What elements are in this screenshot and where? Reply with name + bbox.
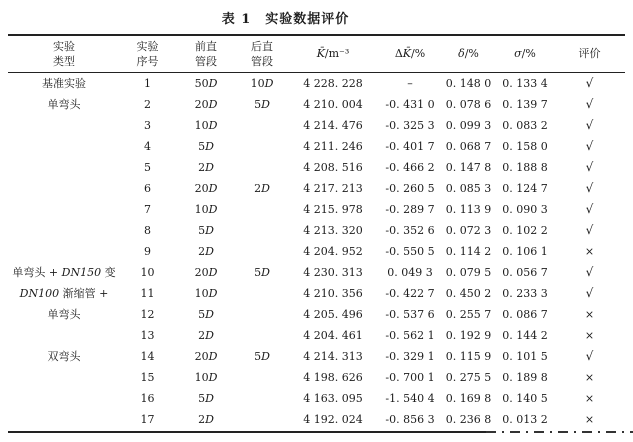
cell-delta: 0. 115 9: [445, 349, 492, 363]
cell-front: 2D: [198, 412, 214, 426]
cell-kbar: 4 163. 095: [303, 391, 363, 405]
cell-back: 5D: [254, 349, 270, 363]
cell-delta: 0. 072 3: [445, 223, 492, 237]
cell-front: 5D: [198, 223, 214, 237]
cell-no: 10: [140, 265, 155, 279]
cell-dk: -0. 537 6: [385, 307, 435, 321]
cell-front: 20D: [194, 181, 218, 195]
cell-front: 10D: [194, 286, 218, 300]
cell-kbar: 4 215. 978: [303, 202, 363, 216]
bottom-border-dashed-segment: [486, 431, 633, 433]
cell-type: DN100 渐缩管 +: [19, 287, 109, 300]
cell-dk: -0. 352 6: [385, 223, 435, 237]
header-line: 后直: [251, 39, 273, 53]
cell-dk: -0. 289 7: [385, 202, 435, 216]
cell-back: [237, 220, 287, 241]
cell-delta: 0. 450 2: [445, 286, 492, 300]
cell-type: 单弯头: [47, 308, 81, 321]
cell-back: [237, 241, 287, 262]
cell-eval: √: [585, 97, 594, 111]
cell-dk: -0. 466 2: [385, 160, 435, 174]
cell-no: 2: [144, 97, 151, 111]
cell-delta: 0. 113 9: [445, 202, 492, 216]
cell-kbar: 4 210. 356: [303, 286, 363, 300]
header-line: 实验: [53, 39, 75, 53]
table-row: [8, 157, 625, 178]
cell-dk: –: [407, 76, 413, 90]
cell-front: 2D: [198, 244, 214, 258]
cell-no: 6: [144, 181, 151, 195]
cell-kbar: 4 211. 246: [303, 139, 363, 153]
table-row: [8, 346, 625, 367]
cell-delta: 0. 114 2: [445, 244, 492, 258]
cell-eval: √: [585, 118, 594, 132]
cell-eval: √: [585, 349, 594, 363]
cell-type: 基准实验: [42, 77, 86, 90]
cell-dk: -1. 540 4: [385, 391, 435, 405]
cell-dk: -0. 260 5: [385, 181, 435, 195]
cell-dk: -0. 329 1: [385, 349, 435, 363]
cell-kbar: 4 205. 496: [303, 307, 363, 321]
percent-unit: /%: [464, 47, 479, 61]
table-row: [8, 262, 625, 283]
cell-no: 5: [144, 160, 151, 174]
cell-type: [8, 157, 120, 178]
cell-type: [8, 241, 120, 262]
bottom-border-solid-segment: [8, 431, 486, 433]
cell-back: 10D: [250, 76, 274, 90]
cell-type: 单弯头: [47, 98, 81, 111]
cell-type: [8, 136, 120, 157]
cell-sigma: 0. 124 7: [502, 181, 548, 195]
col-header-rear-straight-pipe: [237, 35, 287, 72]
cell-front: 5D: [198, 139, 214, 153]
cell-type: [8, 409, 120, 430]
cell-front: 10D: [194, 202, 218, 216]
cell-kbar: 4 217. 213: [303, 181, 363, 195]
cell-back: [237, 157, 287, 178]
cell-front: 10D: [194, 118, 218, 132]
cell-back: [237, 367, 287, 388]
cell-front: 5D: [198, 391, 214, 405]
cell-eval: √: [585, 202, 594, 216]
cell-dk: -0. 856 3: [385, 412, 435, 426]
cell-delta: 0. 078 6: [445, 97, 492, 111]
table-header: [8, 35, 625, 72]
header-line: 管段: [195, 54, 217, 68]
cell-sigma: 0. 188 8: [502, 160, 548, 174]
cell-sigma: 0. 101 5: [502, 349, 548, 363]
cell-sigma: 0. 090 3: [502, 202, 548, 216]
cell-sigma: 0. 106 1: [502, 244, 548, 258]
cell-front: 20D: [194, 97, 218, 111]
table-row: [8, 178, 625, 199]
cell-no: 17: [140, 412, 155, 426]
cell-type: [8, 199, 120, 220]
cell-delta: 0. 192 9: [445, 328, 492, 342]
cell-dk: -0. 431 0: [385, 97, 435, 111]
cell-sigma: 0. 056 7: [502, 265, 548, 279]
cell-eval: √: [585, 286, 594, 300]
cell-sigma: 0. 086 7: [502, 307, 548, 321]
table-body: [8, 72, 625, 430]
cell-dk: -0. 550 5: [385, 244, 435, 258]
cell-type: [8, 388, 120, 409]
cell-no: 7: [144, 202, 151, 216]
table-row: [8, 304, 625, 325]
cell-dk: -0. 700 1: [385, 370, 435, 384]
cell-delta: 0. 147 8: [445, 160, 492, 174]
cell-dk: -0. 401 7: [385, 139, 435, 153]
cell-back: [237, 136, 287, 157]
cell-back: [237, 409, 287, 430]
cell-no: 8: [144, 223, 151, 237]
table-row: [8, 283, 625, 304]
cell-kbar: 4 214. 313: [303, 349, 363, 363]
cell-eval: ×: [584, 244, 595, 258]
cell-kbar: 4 198. 626: [303, 370, 363, 384]
table-row: [8, 220, 625, 241]
cell-sigma: 0. 083 2: [502, 118, 548, 132]
cell-kbar: 4 214. 476: [303, 118, 363, 132]
cell-kbar: 4 208. 516: [303, 160, 363, 174]
cell-type: 单弯头 + DN150 变: [12, 266, 116, 279]
cell-no: 3: [144, 118, 151, 132]
cell-eval: √: [585, 139, 594, 153]
cell-no: 12: [140, 307, 155, 321]
cell-type: 双弯头: [47, 350, 81, 363]
table-row: [8, 199, 625, 220]
table-row: [8, 115, 625, 136]
cell-eval: √: [585, 76, 594, 90]
table-row: [8, 72, 625, 94]
cell-front: 20D: [194, 265, 218, 279]
delta-var-symbol: δ: [458, 47, 465, 61]
col-header-delta: [441, 35, 496, 72]
table-row: [8, 325, 625, 346]
cell-sigma: 0. 189 8: [502, 370, 548, 384]
cell-front: 5D: [198, 307, 214, 321]
cell-type: [8, 367, 120, 388]
cell-front: 50D: [194, 76, 218, 90]
cell-back: [237, 388, 287, 409]
cell-dk: -0. 562 1: [385, 328, 435, 342]
cell-kbar: 4 192. 024: [303, 412, 363, 426]
table-row: [8, 94, 625, 115]
table-row: [8, 409, 625, 430]
col-header-delta-kbar: [379, 35, 441, 72]
sigma-symbol: σ: [514, 47, 522, 61]
evaluation-label: 评价: [578, 47, 601, 61]
cell-no: 11: [140, 286, 155, 300]
cell-delta: 0. 079 5: [445, 265, 492, 279]
header-row: [8, 35, 625, 72]
cell-back: [237, 115, 287, 136]
table-row: [8, 367, 625, 388]
cell-type: [8, 220, 120, 241]
cell-delta: 0. 148 0: [445, 76, 492, 90]
header-line: 类型: [53, 54, 75, 68]
table-row: [8, 241, 625, 262]
data-table: [8, 34, 625, 430]
cell-eval: ×: [584, 328, 595, 342]
col-header-experiment-type: [8, 35, 120, 72]
percent-unit: /%: [521, 47, 536, 61]
cell-eval: ×: [584, 370, 595, 384]
cell-back: 2D: [254, 181, 270, 195]
cell-front: 10D: [194, 370, 218, 384]
cell-no: 16: [140, 391, 155, 405]
cell-delta: 0. 275 5: [445, 370, 492, 384]
header-line: 序号: [136, 54, 159, 68]
cell-back: [237, 304, 287, 325]
cell-back: 5D: [254, 97, 270, 111]
header-line: 管段: [251, 54, 273, 68]
cell-back: [237, 283, 287, 304]
cell-sigma: 0. 102 2: [502, 223, 548, 237]
cell-no: 4: [144, 139, 151, 153]
cell-back: 5D: [254, 265, 270, 279]
header-line: 前直: [195, 39, 217, 53]
cell-kbar: 4 204. 952: [303, 244, 363, 258]
cell-no: 1: [144, 76, 151, 90]
cell-sigma: 0. 144 2: [502, 328, 548, 342]
cell-delta: 0. 068 7: [445, 139, 492, 153]
cell-type: [8, 115, 120, 136]
cell-kbar: 4 213. 320: [303, 223, 363, 237]
col-header-sigma: [496, 35, 554, 72]
cell-kbar: 4 230. 313: [303, 265, 363, 279]
cell-sigma: 0. 158 0: [502, 139, 548, 153]
cell-eval: √: [585, 223, 594, 237]
table-bottom-border: [8, 431, 633, 433]
cell-dk: 0. 049 3: [387, 265, 433, 279]
cell-no: 15: [140, 370, 155, 384]
cell-no: 13: [140, 328, 155, 342]
cell-sigma: 0. 139 7: [502, 97, 548, 111]
col-header-experiment-number: [120, 35, 175, 72]
col-header-front-straight-pipe: [175, 35, 237, 72]
cell-sigma: 0. 233 3: [502, 286, 548, 300]
cell-back: [237, 325, 287, 346]
cell-eval: ×: [584, 307, 595, 321]
cell-delta: 0. 085 3: [445, 181, 492, 195]
cell-dk: -0. 422 7: [385, 286, 435, 300]
cell-sigma: 0. 140 5: [502, 391, 548, 405]
cell-type: [8, 178, 120, 199]
cell-delta: 0. 169 8: [445, 391, 492, 405]
col-header-evaluation: [554, 35, 625, 72]
cell-kbar: 4 204. 461: [303, 328, 363, 342]
cell-eval: √: [585, 160, 594, 174]
cell-kbar: 4 228. 228: [303, 76, 363, 90]
cell-no: 14: [140, 349, 155, 363]
cell-sigma: 0. 013 2: [502, 412, 548, 426]
kbar-symbol: K̄: [316, 47, 325, 61]
cell-type: [8, 325, 120, 346]
cell-delta: 0. 099 3: [445, 118, 492, 132]
kbar-unit: /m⁻³: [324, 47, 350, 61]
header-line: 实验: [136, 39, 159, 53]
cell-eval: ×: [584, 391, 595, 405]
cell-dk: -0. 325 3: [385, 118, 435, 132]
cell-front: 20D: [194, 349, 218, 363]
cell-kbar: 4 210. 004: [303, 97, 363, 111]
cell-eval: √: [585, 181, 594, 195]
cell-no: 9: [144, 244, 151, 258]
cell-sigma: 0. 133 4: [502, 76, 548, 90]
table-title: 表 1 实验数据评价: [221, 12, 350, 27]
cell-back: [237, 199, 287, 220]
cell-eval: √: [585, 265, 594, 279]
delta-symbol: Δ: [394, 47, 403, 61]
cell-eval: ×: [584, 412, 595, 426]
table-row: [8, 136, 625, 157]
cell-delta: 0. 236 8: [445, 412, 492, 426]
cell-front: 2D: [198, 328, 214, 342]
cell-delta: 0. 255 7: [445, 307, 492, 321]
table-row: [8, 388, 625, 409]
col-header-kbar: [287, 35, 379, 72]
kbar-symbol: K̄: [402, 47, 411, 61]
cell-front: 2D: [198, 160, 214, 174]
percent-unit: /%: [411, 47, 426, 61]
